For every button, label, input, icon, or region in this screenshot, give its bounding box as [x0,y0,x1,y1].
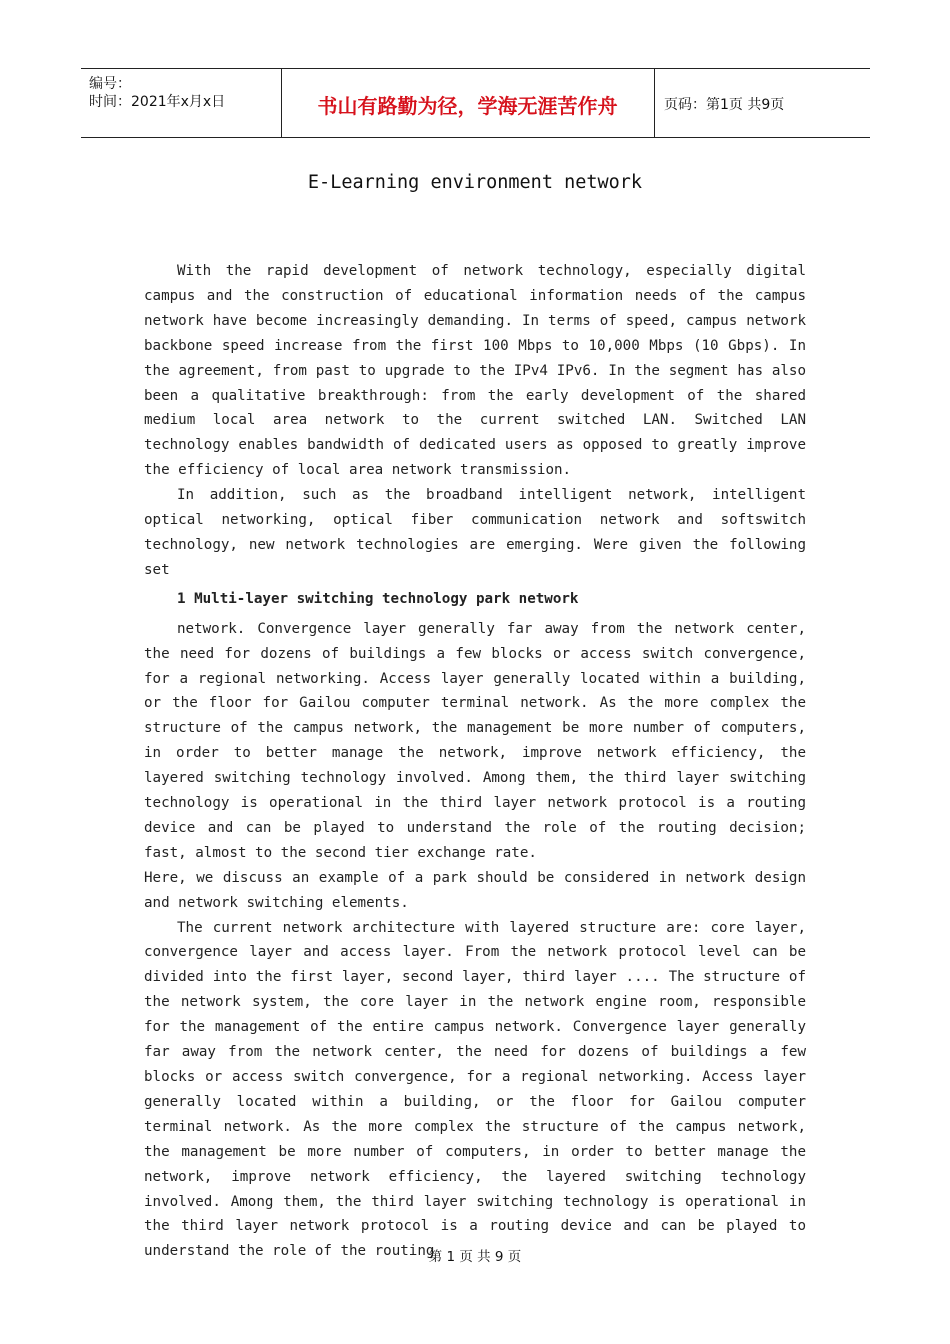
header-info-cell [81,69,282,137]
header-motto-cell [281,69,655,137]
document-body [144,259,806,1264]
page-header [81,68,870,138]
serial-number-label: 编号： [89,76,131,92]
section-heading: 1 Multi-layer switching technology park network [177,590,579,607]
paragraph-intro: With the rapid development of network technology, especially digital campus and the construction of educational information needs of the campus network have become increasingly demanding. In terms of speed, campus network backbone speed increase from the first 100 Mbps to 10,000 Mbps (10 Gbps). In the agreement, from past to upgrade to the IPv4 IPv6. In the segment has also been a qualitative breakthrough: from the early development of the shared medium local area network to the current switched LAN. Switched LAN technology enables bandwidth of dedicated users as opposed to greatly improve the efficiency of local area network transmission. [144,263,806,479]
motto-text: 书山有路勤为径，学海无涯苦作舟 [317,94,618,118]
paragraph-convergence-layer: network. Convergence layer generally far away from the network center, the need for dozens of buildings a few blocks or access switch convergence, for a regional networking. Access layer generally located within a building, or the floor for Gailou computer terminal network. As the more complex the structure of the campus network, the management be more number of computers, in order to better manage the network, improve network efficiency, the layered switching technology involved. Among them, the third layer switching technology is operational in the third layer network protocol is a routing device and can be played to understand the role of the routing decision; fast, almost to the second tier exchange rate. [144,620,806,861]
document-title: E-Learning environment network [307,172,643,193]
date-label: 时间：2021年x月x日 [89,94,226,110]
paragraph-park-example: Here, we discuss an example of a park should be considered in network design and network switching elements. [144,869,806,911]
header-page-cell [655,69,870,137]
page-footer-number: 第 1 页 共 9 页 [428,1249,522,1265]
paragraph-new-technologies: In addition, such as the broadband intelligent network, intelligent optical networking, optical fiber communication network and softswitch technology, new network technologies are emerging. Were given the following set [144,487,806,578]
paragraph-network-architecture: The current network architecture with layered structure are: core layer, convergence layer and access layer. From the network protocol level can be divided into the first layer, second layer, third layer .... The structure of the network system, the core layer in the network engine room, responsible for the management of the entire campus network. Convergence layer generally far away from the network center, the need for dozens of buildings a few blocks or access switch convergence, for a regional networking. Access layer generally located within a building, or the floor for Gailou computer terminal network. As the more complex the structure of the campus network, the management be more number of computers, in order to better manage the network, improve network efficiency, the layered switching technology involved. Among them, the third layer switching technology is operational in the third layer network protocol is a routing device and can be played to understand the role of the routing [144,919,806,1260]
header-page-info: 页码：第1页 共9页 [664,97,785,113]
